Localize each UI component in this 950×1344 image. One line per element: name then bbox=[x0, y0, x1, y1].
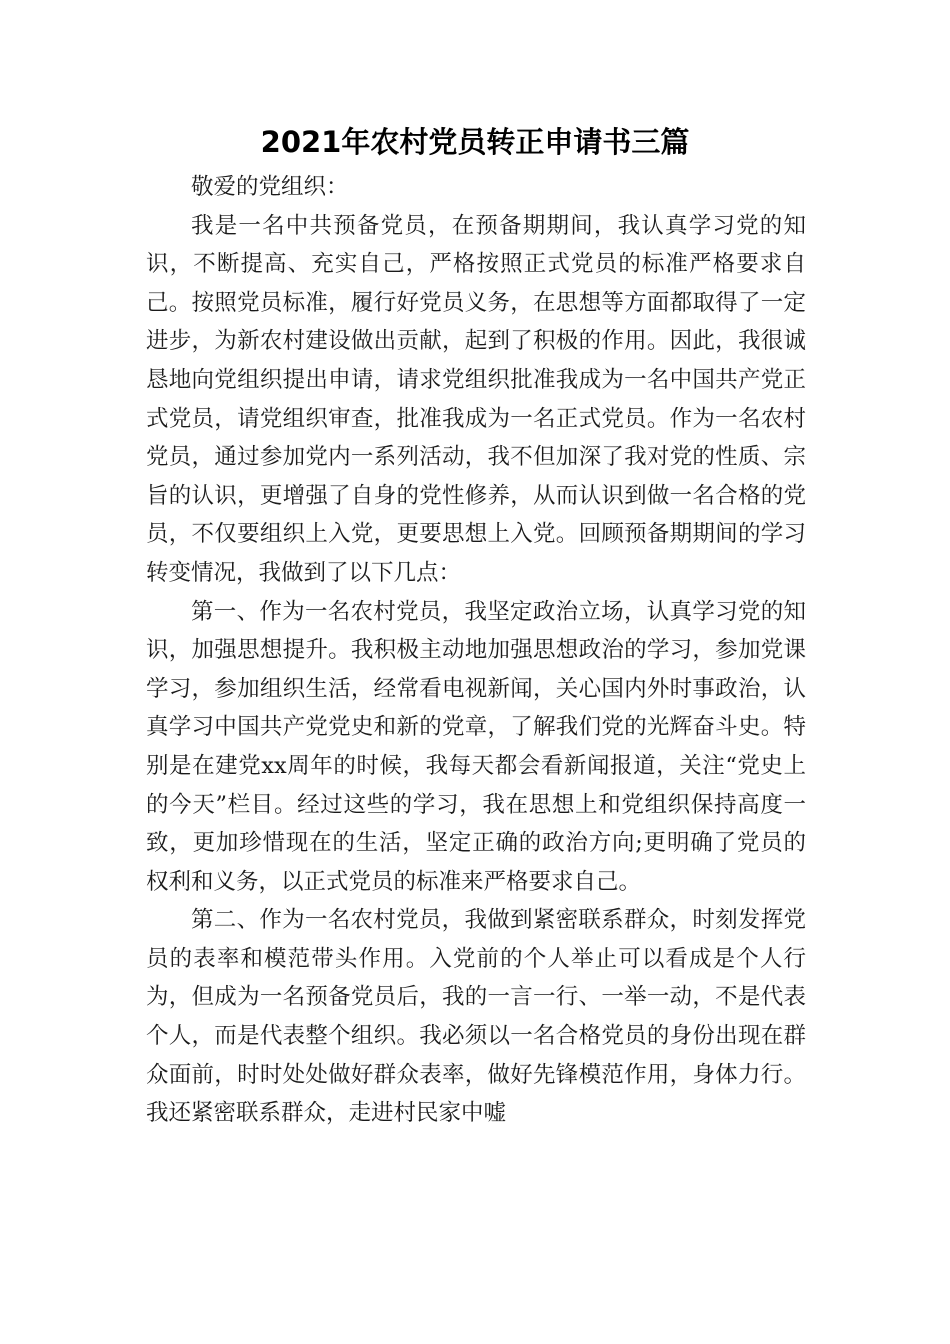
salutation: 敬爱的党组织： bbox=[191, 174, 349, 200]
paragraph-intro: 我是一名中共预备党员，在预备期期间，我认真学习党的知识，不断提高、充实自己，严格按照正式党员的标准严格要求自己。按照党员标准，履行好党员义务，在思想等方面都取得了一定进步，为新农村建设做出贡献，起到了积极的作用。因此，我很诚恳地向党组织提出申请，请求党组织批准我成为一名中国共产党正式党员，请党组织审查，批准我成为一名正式党员。作为一名农村党员，通过参加党内一系列活动，我不但加深了我对党的性质、宗旨的认识，更增强了自身的党性修养，从而认识到做一名合格的党员，不仅要组织上入党，更要思想上入党。回顾预备期期间的学习转变情况，我做到了以下几点： bbox=[146, 212, 806, 586]
paragraph-first-point: 第一、作为一名农村党员，我坚定政治立场，认真学习党的知识，加强思想提升。我积极主动地加强思想政治的学习，参加党课学习，参加组织生活，经常看电视新闻，关心国内外时事政治，认真学习中国共产党党史和新的党章，了解我们党的光辉奋斗史。特别是在建党xx周年的时候，我每天都会看新闻报道，关注“党史上的今天”栏目。经过这些的学习，我在思想上和党组织保持高度一致，更加珍惜现在的生活，坚定正确的政治方向;更明确了党员的权利和义务，以正式党员的标准来严格要求自己。 bbox=[146, 598, 806, 895]
paragraph-second-point: 第二、作为一名农村党员，我做到紧密联系群众，时刻发挥党员的表率和模范带头作用。入党前的个人举止可以看成是个人行为，但成为一名预备党员后，我的一言一行、一举一动，不是代表个人，而是代表整个组织。我必须以一名合格党员的身份出现在群众面前，时时处处做好群众表率，做好先锋模范作用，身体力行。我还紧密联系群众，走进村民家中嘘 bbox=[146, 907, 806, 1127]
document-body bbox=[146, 168, 806, 1133]
document-title: 2021年农村党员转正申请书三篇 bbox=[260, 125, 690, 159]
